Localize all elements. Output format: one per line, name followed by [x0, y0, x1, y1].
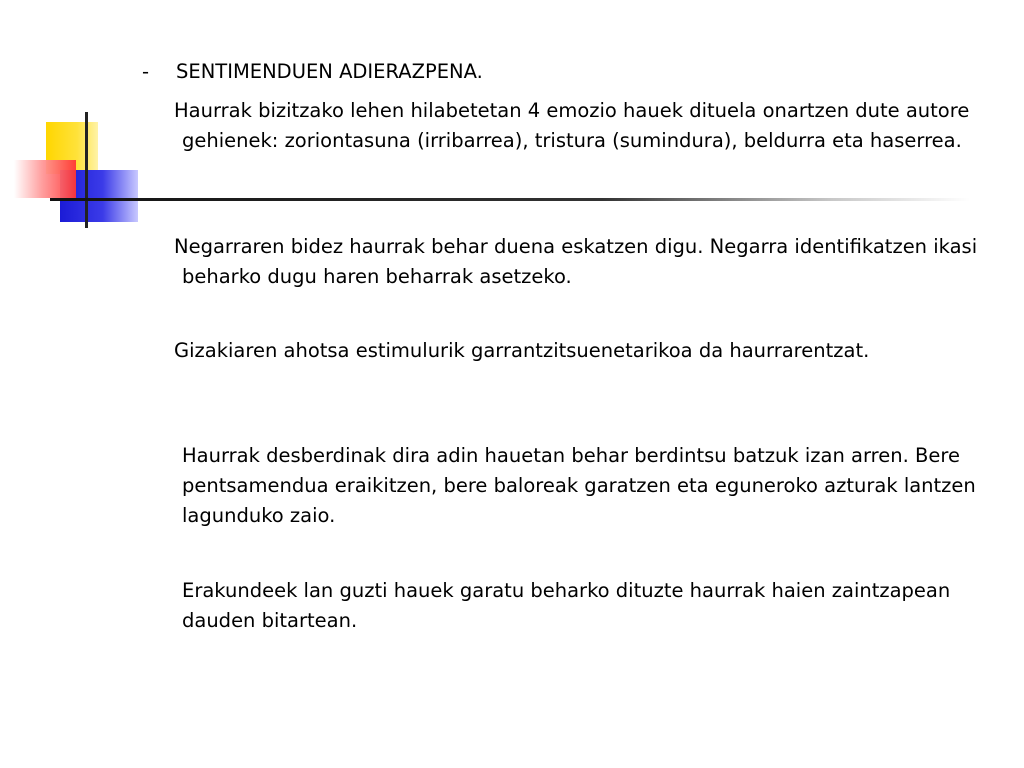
paragraph-crying: Negarraren bidez haurrak behar duena eskatzen digu. Negarra identifikatzen ikasi beharko dugu haren beharrak asetzeko.	[174, 235, 978, 288]
slide-heading	[142, 60, 483, 83]
paragraph-emotions: Haurrak bizitzako lehen hilabetetan 4 emozio hauek dituela onartzen dute autore gehienek: zoriontasuna (irribarrea), tristura (sumindura), beldurra eta haserrea.	[174, 99, 970, 152]
ornament-horizontal-rule	[50, 198, 970, 201]
heading-bullet-dash: -	[142, 60, 150, 83]
paragraph-voice: Gizakiaren ahotsa estimulurik garrantzitsuenetarikoa da haurrarentzat.	[174, 339, 870, 362]
paragraph-differences: Haurrak desberdinak dira adin hauetan behar berdintsu batzuk izan arren. Bere pentsamendua eraikitzen, bere baloreak garatzen eta eguneroko azturak lantzen lagunduko zaio.	[182, 444, 976, 527]
heading-text: SENTIMENDUEN ADIERAZPENA.	[176, 60, 483, 83]
paragraph-institutions: Erakundeek lan guzti hauek garatu beharko dituzte haurrak haien zaintzapean dauden bitartean.	[182, 579, 951, 632]
ornament-red-square	[14, 160, 76, 198]
ornament-vertical-line	[85, 112, 88, 228]
